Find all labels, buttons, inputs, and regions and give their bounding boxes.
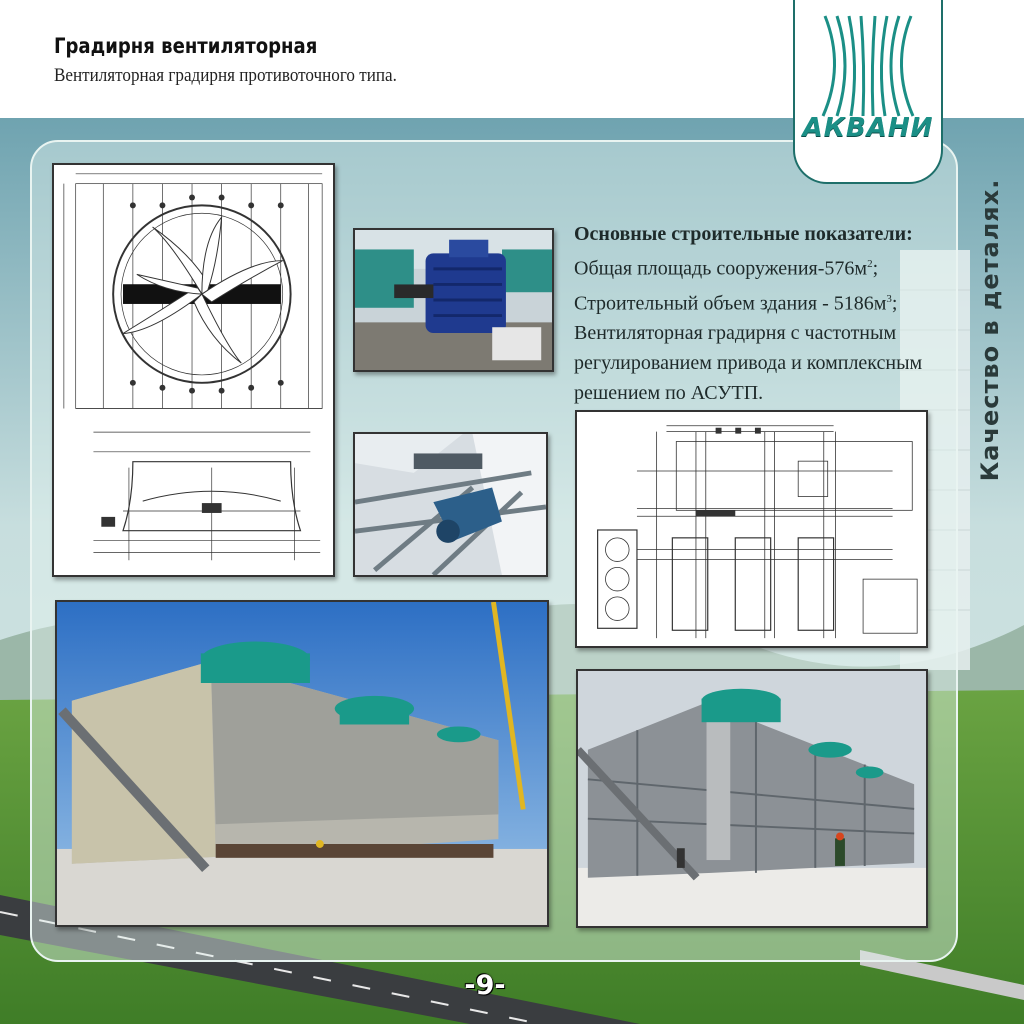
cooling-tower-plan-drawing	[52, 163, 335, 577]
specs-line-5: решением по АСУТП.	[574, 382, 764, 405]
company-logo	[793, 0, 943, 184]
specs-area-sup: 2	[867, 258, 873, 270]
building-specs	[574, 219, 944, 408]
specs-area-text: Общая площадь сооружения-576м	[574, 257, 868, 280]
piping-scheme-drawing	[575, 410, 928, 648]
page-subtitle: Вентиляторная градирня противоточного типа.	[54, 65, 397, 86]
specs-volume	[574, 284, 944, 319]
cooling-tower-photo-2	[576, 669, 928, 928]
specs-heading: Основные строительные показатели:	[574, 223, 913, 245]
plan-drawing-graphic	[54, 165, 333, 575]
specs-area	[574, 249, 944, 284]
vertical-slogan: Качество в деталях.	[976, 178, 1004, 482]
specs-area-suffix: ;	[872, 257, 879, 280]
specs-volume-text: Строительный объем здания - 5186м	[574, 292, 887, 315]
specs-volume-suffix: ;	[891, 292, 898, 315]
logo-text: АКВАНИ	[802, 113, 934, 143]
scheme-drawing-graphic	[577, 412, 926, 646]
page-title: Градирня вентиляторная	[54, 34, 318, 58]
gearbox-photo	[353, 432, 548, 577]
fan-motor-photo	[353, 228, 554, 372]
page-number: -9-	[464, 970, 506, 1001]
specs-line-4: регулированием привода и комплексным	[574, 352, 923, 375]
specs-volume-sup: 3	[886, 292, 892, 305]
specs-line-3: Вентиляторная градирня с частотным	[574, 322, 897, 345]
cooling-tower-logo-icon	[795, 6, 941, 126]
cooling-tower-photo-1	[55, 600, 549, 927]
